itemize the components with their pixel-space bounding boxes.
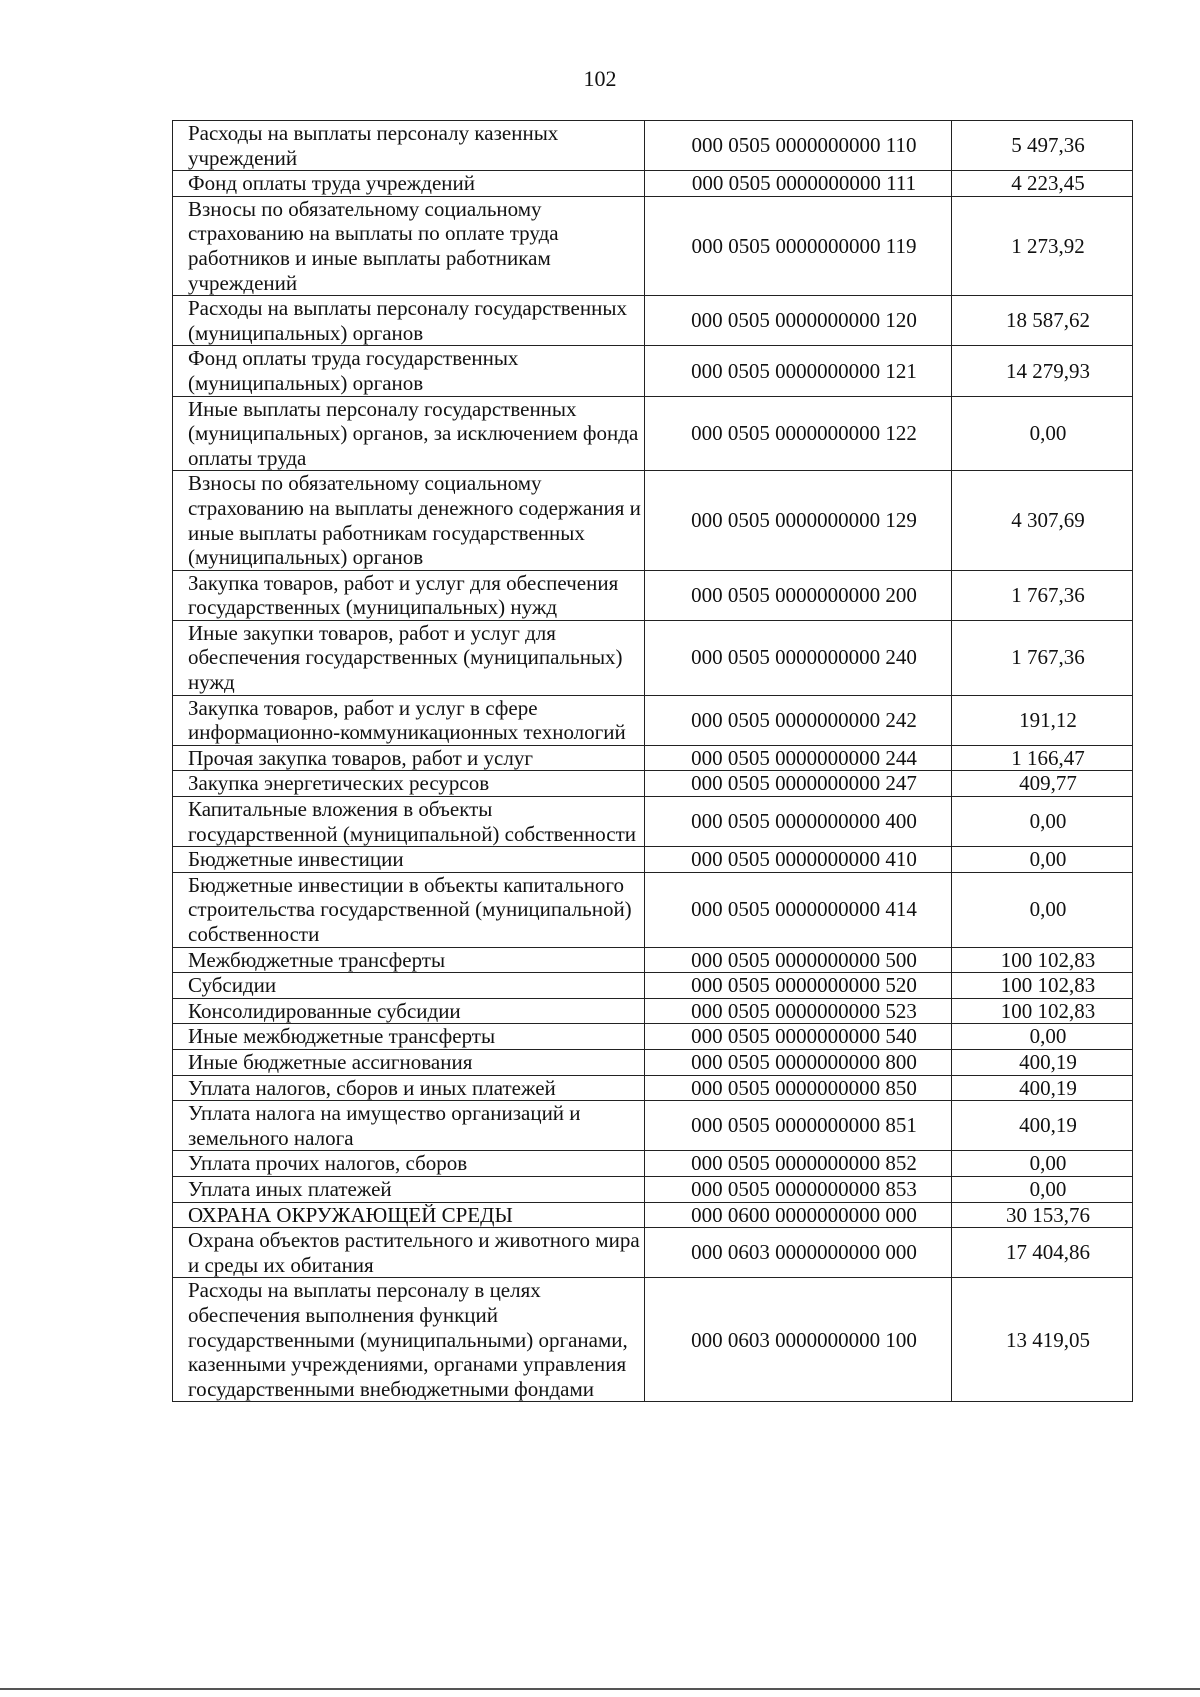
budget-table-body [173,121,1133,1402]
budget-code-cell: 000 0505 0000000000 240 [645,620,952,695]
table-row [173,1228,1133,1278]
budget-code-cell: 000 0505 0000000000 853 [645,1176,952,1202]
amount-cell: 0,00 [952,1024,1133,1050]
table-row [173,1075,1133,1101]
budget-code-cell: 000 0603 0000000000 100 [645,1278,952,1402]
expense-name-cell: Закупка товаров, работ и услуг в сфере информационно-коммуникационных технологий [173,695,645,745]
amount-cell: 14 279,93 [952,346,1133,396]
table-row [173,346,1133,396]
table-row [173,570,1133,620]
budget-code-cell: 000 0603 0000000000 000 [645,1228,952,1278]
table-row [173,1049,1133,1075]
table-row [173,620,1133,695]
budget-code-cell: 000 0505 0000000000 520 [645,973,952,999]
expense-name-cell: Расходы на выплаты персоналу государственных (муниципальных) органов [173,296,645,346]
expense-name-cell: Закупка энергетических ресурсов [173,771,645,797]
amount-cell: 100 102,83 [952,998,1133,1024]
table-row [173,847,1133,873]
expense-name-cell: Иные выплаты персоналу государственных (муниципальных) органов, за исключением фонда оплаты труда [173,396,645,471]
budget-code-cell: 000 0600 0000000000 000 [645,1202,952,1228]
amount-cell: 0,00 [952,872,1133,947]
table-row [173,196,1133,295]
expense-name-cell: Фонд оплаты труда учреждений [173,171,645,197]
expense-name-cell: Взносы по обязательному социальному страхованию на выплаты денежного содержания и иные выплаты работникам государственных (муниципальных) органов [173,471,645,570]
amount-cell: 1 166,47 [952,745,1133,771]
table-row [173,872,1133,947]
expense-name-cell: Расходы на выплаты персоналу в целях обеспечения выполнения функций государственными (муниципальными) органами, казенными учреждениями, органами управления государственными внебюджетными фондами [173,1278,645,1402]
table-row [173,771,1133,797]
expense-name-cell: Фонд оплаты труда государственных (муниципальных) органов [173,346,645,396]
amount-cell: 0,00 [952,396,1133,471]
amount-cell: 0,00 [952,797,1133,847]
table-row [173,171,1133,197]
budget-code-cell: 000 0505 0000000000 111 [645,171,952,197]
expense-name-cell: Иные закупки товаров, работ и услуг для обеспечения государственных (муниципальных) нужд [173,620,645,695]
expense-name-cell: Уплата прочих налогов, сборов [173,1151,645,1177]
table-row [173,695,1133,745]
amount-cell: 4 307,69 [952,471,1133,570]
amount-cell: 0,00 [952,1151,1133,1177]
scan-bottom-edge [0,1688,1200,1690]
amount-cell: 400,19 [952,1049,1133,1075]
amount-cell: 400,19 [952,1101,1133,1151]
expense-name-cell: Уплата иных платежей [173,1176,645,1202]
budget-code-cell: 000 0505 0000000000 852 [645,1151,952,1177]
budget-code-cell: 000 0505 0000000000 400 [645,797,952,847]
table-row [173,797,1133,847]
budget-code-cell: 000 0505 0000000000 247 [645,771,952,797]
budget-code-cell: 000 0505 0000000000 200 [645,570,952,620]
amount-cell: 191,12 [952,695,1133,745]
expense-name-cell: Уплата налога на имущество организаций и земельного налога [173,1101,645,1151]
amount-cell: 100 102,83 [952,947,1133,973]
expense-name-cell: Межбюджетные трансферты [173,947,645,973]
table-row [173,296,1133,346]
amount-cell: 0,00 [952,847,1133,873]
amount-cell: 17 404,86 [952,1228,1133,1278]
budget-code-cell: 000 0505 0000000000 850 [645,1075,952,1101]
budget-code-cell: 000 0505 0000000000 523 [645,998,952,1024]
expense-name-cell: Расходы на выплаты персоналу казенных учреждений [173,121,645,171]
budget-code-cell: 000 0505 0000000000 110 [645,121,952,171]
expense-name-cell: Консолидированные субсидии [173,998,645,1024]
table-row [173,1151,1133,1177]
table-row [173,1278,1133,1402]
amount-cell: 1 767,36 [952,570,1133,620]
amount-cell: 400,19 [952,1075,1133,1101]
expense-name-cell: Охрана объектов растительного и животного мира и среды их обитания [173,1228,645,1278]
amount-cell: 4 223,45 [952,171,1133,197]
expense-name-cell: ОХРАНА ОКРУЖАЮЩЕЙ СРЕДЫ [173,1202,645,1228]
budget-table [172,120,1133,1402]
expense-name-cell: Субсидии [173,973,645,999]
table-row [173,1101,1133,1151]
expense-name-cell: Взносы по обязательному социальному страхованию на выплаты по оплате труда работников и иные выплаты работникам учреждений [173,196,645,295]
amount-cell: 30 153,76 [952,1202,1133,1228]
amount-cell: 1 273,92 [952,196,1133,295]
table-row [173,973,1133,999]
budget-code-cell: 000 0505 0000000000 242 [645,695,952,745]
expense-name-cell: Уплата налогов, сборов и иных платежей [173,1075,645,1101]
budget-code-cell: 000 0505 0000000000 410 [645,847,952,873]
amount-cell: 100 102,83 [952,973,1133,999]
page-number: 102 [583,66,617,91]
budget-code-cell: 000 0505 0000000000 120 [645,296,952,346]
table-row [173,1202,1133,1228]
budget-code-cell: 000 0505 0000000000 129 [645,471,952,570]
budget-code-cell: 000 0505 0000000000 500 [645,947,952,973]
table-row [173,998,1133,1024]
table-row [173,1176,1133,1202]
table-row [173,471,1133,570]
amount-cell: 18 587,62 [952,296,1133,346]
expense-name-cell: Иные бюджетные ассигнования [173,1049,645,1075]
table-row [173,396,1133,471]
expense-name-cell: Иные межбюджетные трансферты [173,1024,645,1050]
table-row [173,745,1133,771]
expense-name-cell: Бюджетные инвестиции [173,847,645,873]
amount-cell: 1 767,36 [952,620,1133,695]
budget-code-cell: 000 0505 0000000000 851 [645,1101,952,1151]
expense-name-cell: Бюджетные инвестиции в объекты капитального строительства государственной (муниципальной) собственности [173,872,645,947]
budget-code-cell: 000 0505 0000000000 800 [645,1049,952,1075]
expense-name-cell: Прочая закупка товаров, работ и услуг [173,745,645,771]
expense-name-cell: Капитальные вложения в объекты государственной (муниципальной) собственности [173,797,645,847]
table-row [173,121,1133,171]
amount-cell: 0,00 [952,1176,1133,1202]
amount-cell: 5 497,36 [952,121,1133,171]
expense-name-cell: Закупка товаров, работ и услуг для обеспечения государственных (муниципальных) нужд [173,570,645,620]
budget-code-cell: 000 0505 0000000000 121 [645,346,952,396]
budget-code-cell: 000 0505 0000000000 540 [645,1024,952,1050]
amount-cell: 13 419,05 [952,1278,1133,1402]
budget-code-cell: 000 0505 0000000000 244 [645,745,952,771]
table-row [173,1024,1133,1050]
budget-code-cell: 000 0505 0000000000 119 [645,196,952,295]
budget-code-cell: 000 0505 0000000000 414 [645,872,952,947]
amount-cell: 409,77 [952,771,1133,797]
table-row [173,947,1133,973]
budget-code-cell: 000 0505 0000000000 122 [645,396,952,471]
